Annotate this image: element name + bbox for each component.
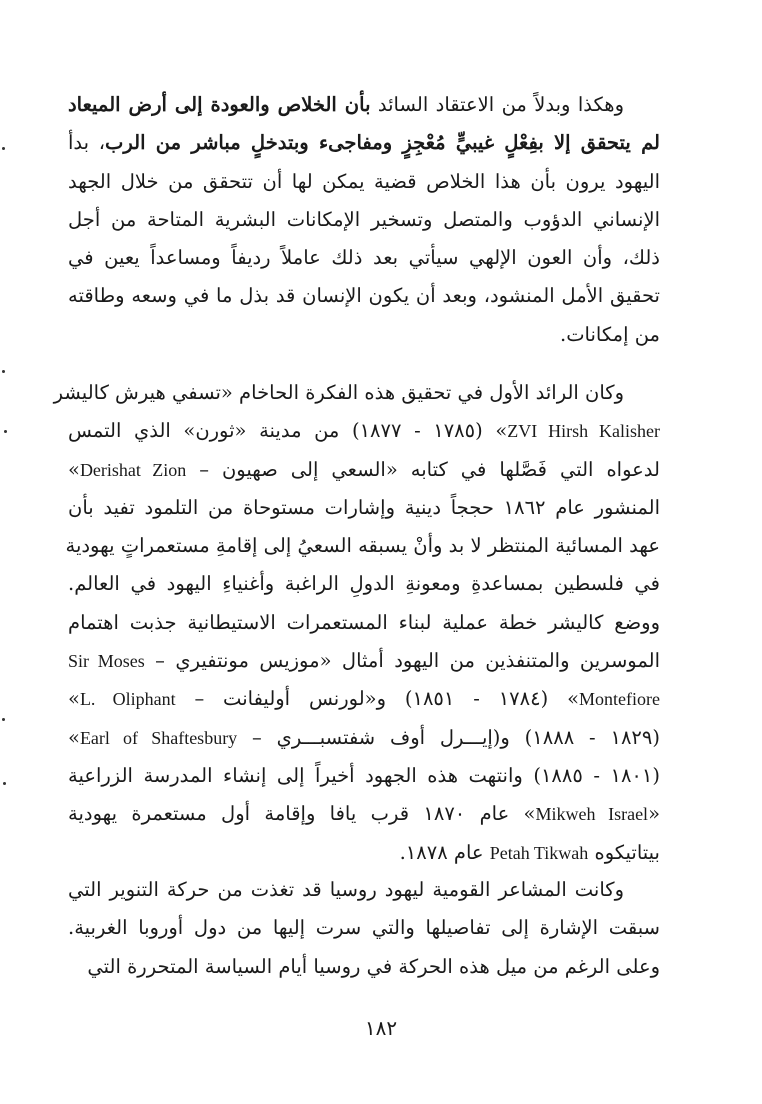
latin-text-run: Montefiore xyxy=(579,689,660,710)
text-run: » عام ١٨٧٠ قرب يافا وإقامة أول مستعمرة يهودية xyxy=(68,802,536,826)
latin-text-run: ZVI Hirsh Kalisher xyxy=(507,421,660,442)
text-line xyxy=(68,489,660,527)
text-line xyxy=(68,719,660,757)
text-line xyxy=(68,412,660,450)
text-run: » (١٧٨٥ - ١٨٧٧) من مدينة «ثورن» الذي التمس xyxy=(68,419,508,443)
text-run: لدعواه التي فَصَّلها في كتابه «السعي إلى صهيون – xyxy=(186,457,660,481)
text-run: اليهود يرون بأن هذا الخلاص قضية يمكن لها أن تتحقق من خلال الجهد xyxy=(68,169,660,193)
text-run: عام ١٨٧٨. xyxy=(399,840,490,864)
text-run: » xyxy=(68,457,80,481)
text-line xyxy=(68,163,660,201)
text-run: (١٨٠١ - ١٨٨٥) وانتهت هذه الجهود أخيراً إلى إنشاء المدرسة الزراعية xyxy=(68,763,660,787)
latin-text-run: Petah Tikwah xyxy=(489,842,589,863)
text-run: وكانت المشاعر القومية ليهود روسيا قد تغذت من حركة التنوير التي xyxy=(68,878,624,901)
page-number: ١٨٢ xyxy=(364,1016,398,1040)
text-line xyxy=(53,374,660,412)
text-line xyxy=(68,757,660,795)
paragraph-2 xyxy=(53,374,661,872)
text-run: » xyxy=(68,725,80,749)
text-line xyxy=(68,124,660,162)
text-run: عهد المسائية المنتظر لا بد وأنْ يسبقه السعيُ إلى إقامةِ مستعمراتٍ يهودية xyxy=(65,534,660,558)
margin-mark xyxy=(4,430,7,433)
text-run: وهكذا وبدلاً من الاعتقاد السائد xyxy=(370,93,624,116)
latin-text-run: Sir Moses xyxy=(68,651,145,672)
text-run: ، بدأ xyxy=(68,131,106,155)
text-run: ووضع كاليشر خطة عملية لبناء المستعمرات الاستيطانية جذبت اهتمام xyxy=(68,610,660,634)
text-line xyxy=(68,201,660,239)
text-line xyxy=(68,795,660,833)
text-line xyxy=(68,316,660,354)
text-run: وعلى الرغم من ميل هذه الحركة في روسيا أيام السياسة المتحررة التي xyxy=(87,954,660,978)
margin-mark xyxy=(2,370,5,373)
text-line xyxy=(68,451,660,489)
text-run: الموسرين والمتنفذين من اليهود أمثال «موزيس مونتفيري – xyxy=(144,649,660,673)
text-run: في فلسطين بمساعدةِ ومعونةِ الدولِ الراغبة وأغنياءِ اليهود في العالم. xyxy=(68,572,660,596)
text-run: « xyxy=(648,802,660,826)
margin-mark xyxy=(2,718,5,721)
latin-text-run: Mikweh Israel xyxy=(535,804,649,825)
text-line xyxy=(65,527,660,565)
text-line xyxy=(68,642,660,680)
text-line xyxy=(68,948,660,986)
text-run: الإنساني الدؤوب والمتصل وتسخير الإمكانات البشرية المتاحة من أجل xyxy=(68,207,660,231)
margin-mark xyxy=(2,147,5,150)
text-line xyxy=(68,239,660,277)
text-line xyxy=(68,86,660,124)
paragraph-3 xyxy=(68,871,660,986)
text-line xyxy=(68,909,660,947)
bold-text-run: بأن الخلاص والعودة إلى أرض الميعاد xyxy=(68,93,371,116)
text-line xyxy=(68,604,660,642)
latin-text-run: Earl of Shaftesbury xyxy=(79,727,238,748)
text-line xyxy=(68,871,660,909)
text-run: المنشور عام ١٨٦٢ حججاً دينية وإشارات مستوحاة من التلمود تفيد بأن xyxy=(68,495,661,519)
text-run: وكان الرائد الأول في تحقيق هذه الفكرة الحاخام «تسفي هيرش كاليشر xyxy=(53,381,624,404)
text-run: بيتاتيكوه xyxy=(588,840,660,864)
latin-text-run: L. Oliphant xyxy=(79,689,176,710)
bold-text-run: لم يتحقق إلا بفِعْلٍ غيبيٍّ مُعْجِزٍ ومفاجىء وبتدخلٍ مباشر من الرب xyxy=(105,131,660,155)
margin-mark xyxy=(3,782,6,785)
text-line xyxy=(68,277,660,315)
text-line xyxy=(68,680,660,718)
text-run: تحقيق الأمل المنشود، وبعد أن يكون الإنسان قد بذل ما في وسعه وطاقته xyxy=(68,284,660,308)
text-run: ذلك، وأن العون الإلهي سيأتي بعد ذلك عاملاً رديفاً ومساعداً يعين في xyxy=(68,246,660,270)
latin-text-run: Derishat Zion xyxy=(79,459,187,480)
paragraph-1 xyxy=(68,86,660,354)
text-line xyxy=(68,834,660,872)
text-run: » xyxy=(68,687,80,711)
text-run: » (١٧٨٤ - ١٨٥١) و«لورنس أوليفانت – xyxy=(175,687,580,711)
text-run: من إمكانات. xyxy=(560,322,660,346)
text-run: سبقت الإشارة إلى تفاصيلها والتي سرت إليها من دول أوروبا الغربية. xyxy=(68,916,660,940)
text-run: (١٨٢٩ - ١٨٨٨) و(إيـــرل أوف شفتسبـــري – xyxy=(237,725,660,749)
text-line xyxy=(68,565,660,603)
